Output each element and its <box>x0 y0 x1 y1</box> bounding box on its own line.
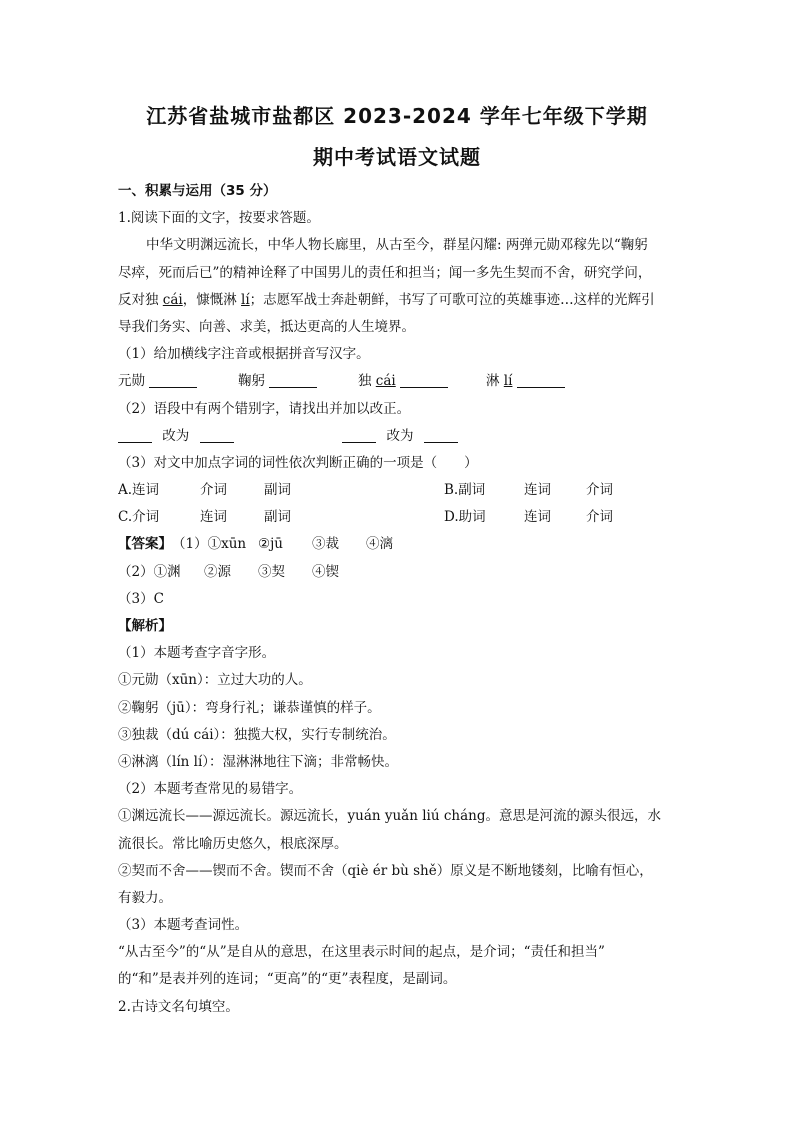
options-row: A.连词 介词 副词 B.副词 连词 介词 <box>118 477 678 504</box>
analysis-line: ④淋漓（lín lí）：湿淋淋地往下滴；非常畅快。 <box>118 753 399 770</box>
analysis-line: （1）本题考查字音字形。 <box>118 645 276 662</box>
analysis-line: ①渊远流长——源远流长。源远流长，yuán yuǎn liú cháng。意思是河流的源头很远，水 <box>118 808 661 825</box>
fix-row: 改为 改为 <box>118 423 678 450</box>
option-d[interactable]: D.助词 <box>444 509 486 526</box>
analysis-line: （3）本题考查词性。 <box>118 917 249 934</box>
answer-blank[interactable] <box>200 426 234 443</box>
section-heading: 一、积累与运用（35 分） <box>118 183 277 199</box>
fill-item: 鞠躬 <box>238 368 358 395</box>
passage-line: 中华文明渊远流长，中华人物长廊里，从古至今，群星闪耀: 两弹元勋邓稼先以“鞠躬 <box>146 237 648 254</box>
pinyin-underlined: cái <box>162 291 183 308</box>
passage-text: 反对独 <box>118 291 163 308</box>
analysis-line: （2）本题考查常见的易错字。 <box>118 781 303 798</box>
analysis-line: ③独裁（dú cái）：独揽大权，实行专制统治。 <box>118 726 396 743</box>
analysis-line: 有毅力。 <box>118 889 172 906</box>
fill-row <box>118 368 678 395</box>
answer-blank[interactable] <box>517 371 565 388</box>
option-b[interactable]: B.副词 <box>444 482 486 499</box>
fill-item: 独 cái <box>358 368 486 395</box>
passage-text: ；志愿军战士奔赴朝鲜，书写了可歌可泣的英雄事迹…这样的光辉引 <box>249 291 655 308</box>
option-a[interactable]: A.连词 <box>118 482 160 499</box>
question-2: 2.古诗文名句填空。 <box>118 998 239 1015</box>
document-subtitle: 期中考试语文试题 <box>313 145 481 169</box>
answer-blank[interactable] <box>269 371 317 388</box>
passage-line: 导我们务实、向善、求美，抵达更高的人生境界。 <box>118 318 415 335</box>
document-body <box>118 178 678 1021</box>
sub-question-1: （1）给加横线字注音或根据拼音写汉字。 <box>118 346 370 363</box>
answer-blank[interactable] <box>149 371 197 388</box>
analysis-line: ②鞠躬（jū）：弯身行礼；谦恭谨慎的样子。 <box>118 699 381 716</box>
answer-line: 【答案】（1）①xūn ②jū ③裁 ④漓 <box>118 536 393 553</box>
question-1: 1.阅读下面的文字，按要求答题。 <box>118 210 320 227</box>
sub-question-2: （2）语段中有两个错别字，请找出并加以改正。 <box>118 400 411 417</box>
analysis-heading: 【解析】 <box>118 618 172 634</box>
pinyin-underlined: lí <box>241 291 250 308</box>
fill-item: 元勋 <box>118 368 238 395</box>
answer-blank[interactable] <box>424 426 458 443</box>
analysis-line: ①元勋（xūn）：立过大功的人。 <box>118 672 312 689</box>
analysis-line: “从古至今”的“从”是自从的意思，在这里表示时间的起点，是介词；“责任和担当” <box>118 944 605 961</box>
analysis-line: ②契而不舍——锲而不舍。锲而不舍（qiè ér bù shě）原义是不断地镂刻，比喻有恒心， <box>118 862 653 879</box>
document-title: 江苏省盐城市盐都区 2023-2024 学年七年级下学期 <box>146 104 648 128</box>
analysis-line: 流很长。常比喻历史悠久，根底深厚。 <box>118 835 348 852</box>
options-row: C.介词 连词 副词 D.助词 连词 介词 <box>118 504 678 531</box>
answer-blank[interactable] <box>342 426 376 443</box>
passage-line: 尽瘁，死而后已”的精神诠释了中国男儿的责任和担当；闻一多先生契而不舍，研究学问， <box>118 264 652 281</box>
answer-blank[interactable] <box>118 426 152 443</box>
answer-line: （2）①渊 ②源 ③契 ④锲 <box>118 563 339 580</box>
analysis-line: 的“和”是表并列的连词；“更高”的“更”表程度，是副词。 <box>118 971 457 988</box>
answer-blank[interactable] <box>400 371 448 388</box>
fill-item: 淋 lí <box>486 368 565 395</box>
passage-line <box>118 287 678 314</box>
answer-line: （3）C <box>118 590 164 607</box>
option-c[interactable]: C.介词 <box>118 509 160 526</box>
sub-question-3: （3）对文中加点字词的词性依次判断正确的一项是（ ） <box>118 454 478 471</box>
passage-text: ，慷慨淋 <box>182 291 242 308</box>
